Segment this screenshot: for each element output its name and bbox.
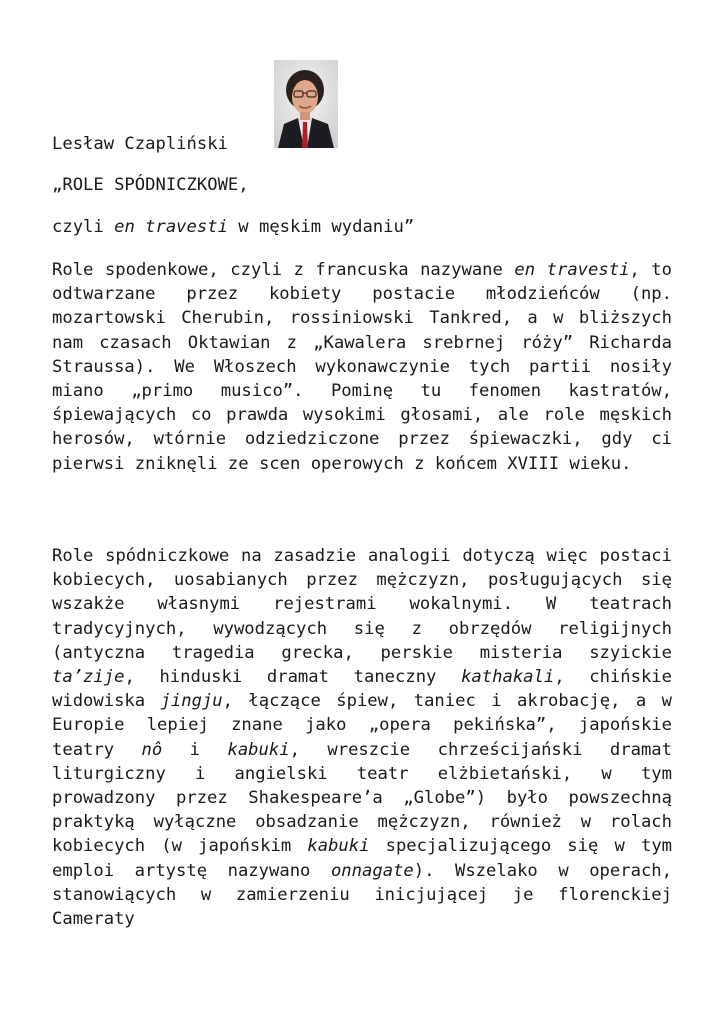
paragraph1-run: en travesti xyxy=(514,260,630,280)
paragraph2-run: nô xyxy=(141,739,163,760)
paragraph2-run: kabuki xyxy=(227,739,290,760)
paragraph-2 xyxy=(52,544,672,931)
paragraph2-run: , chińskie widowiska xyxy=(52,667,673,712)
paragraph2-run: ta’zije xyxy=(52,667,125,688)
paragraph1-run: , to odtwarzane przez kobiety postacie młodzieńców (np. mozartowski Cherubin, rossiniowski Tankred, a w bliższych nam czasach Oktawian z „Kawalera srebrnej róży” Richarda Straussa). We Włoszech wykonawczynie tych partii nosiły miano „primo musico”. Pominę tu fenomen kastratów, śpiewających co prawda wysokimi głosami, ale role męskich herosów, wtórnie odziedziczone przez śpiewaczki, gdy ci pierwsi zniknęli ze scen operowych z końcem XVIII wieku. xyxy=(52,260,672,474)
title-line-2-before: czyli xyxy=(52,217,115,237)
paragraph-1 xyxy=(52,258,672,476)
paragraph2-run: , hinduski dramat taneczny xyxy=(124,667,462,688)
paragraph2-run: kathakali xyxy=(461,667,555,688)
author-portrait xyxy=(274,60,338,148)
title-line-2 xyxy=(52,217,414,237)
paragraph2-run: specjalizującego się w tym emploi artystę nazywano xyxy=(52,836,673,881)
author-name: Lesław Czapliński xyxy=(52,134,228,154)
paragraph2-run: onnagate xyxy=(330,860,414,881)
paragraph2-run: , wreszcie chrześcijański dramat liturgiczny i angielski teatr elżbietański, w tym prowadzony przez Shakespeare’a „Globe”) było powszechną praktyką wyłączne obsadzanie mężczyzn, również w rolach kobiecych (w japońskim xyxy=(52,739,672,857)
paragraph2-run: i xyxy=(162,739,228,760)
paragraph2-run: Role spódniczkowe na zasadzie analogii dotyczą więc postaci kobiecych, uosabianych przez mężczyzn, posługujących się wszakże własnymi rejestrami wokalnymi. W teatrach tradycyjnych, wywodzących się z obrzędów religijnych (antyczna tragedia grecka, perskie misteria szyickie xyxy=(52,546,672,663)
paragraph2-run: , łączące śpiew, taniec i akrobację, a w Europie lepiej znane jako „opera pekińska”, japońskie teatry xyxy=(52,691,672,760)
title-line-1: „ROLE SPÓDNICZKOWE, xyxy=(52,175,249,195)
portrait-photo xyxy=(274,60,338,148)
paragraph2-run: kabuki xyxy=(307,836,370,857)
title-line-2-after: w męskim wydaniu” xyxy=(227,217,415,237)
title-line-2-italic: en travesti xyxy=(114,217,228,237)
paragraph2-run: ). Wszelako w operach, stanowiących w zamierzeniu inicjującej je florenckiej Cameraty xyxy=(52,860,672,930)
paragraph2-run: jingju xyxy=(160,691,223,712)
paragraph1-run: Role spodenkowe, czyli z francuska nazywane xyxy=(52,260,515,280)
